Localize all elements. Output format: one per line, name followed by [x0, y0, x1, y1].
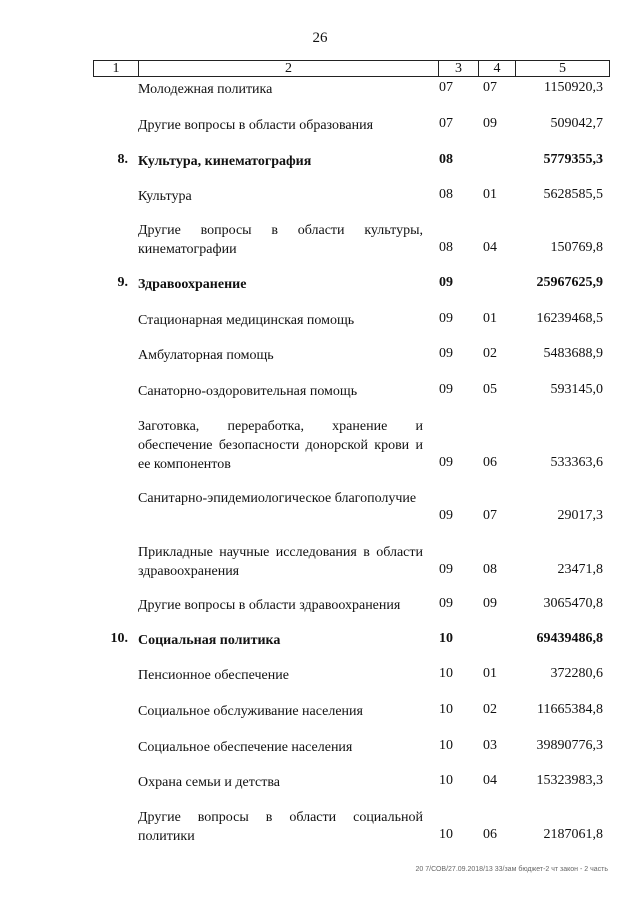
row-subsection-code: 04 [483, 773, 497, 788]
row-section-code: 10 [439, 827, 453, 842]
header-col-3: 3 [439, 61, 479, 76]
row-subsection-code: 06 [483, 827, 497, 842]
row-name: Другие вопросы в области образования [138, 118, 374, 133]
footer-stamp: 20 7/СОВ/27.09.2018/13 33/зам бюджет-2 чт закон - 2 часть [415, 866, 608, 873]
row-subsection-code: 06 [483, 455, 497, 470]
row-number: 10. [110, 631, 128, 646]
header-col-5: 5 [559, 61, 566, 76]
row-name: Прикладные научные исследования в области здравоохранения [138, 545, 423, 579]
row-section-code: 09 [439, 596, 453, 611]
page-number: 26 [312, 30, 328, 46]
row-amount: 2187061,8 [543, 827, 603, 842]
row-amount: 372280,6 [550, 666, 603, 681]
row-subsection-code: 01 [483, 187, 497, 202]
row-amount: 11665384,8 [537, 702, 603, 717]
row-section-code: 09 [439, 275, 453, 290]
row-amount: 15323983,3 [536, 773, 603, 788]
row-subsection-code: 02 [483, 702, 497, 717]
row-name: Другие вопросы в области культуры, кинематографии [138, 223, 423, 257]
table-header [93, 60, 610, 77]
row-amount: 29017,3 [557, 508, 603, 523]
row-section-code: 09 [439, 382, 453, 397]
row-section-code: 09 [439, 346, 453, 361]
row-name: Здравоохранение [138, 277, 247, 292]
row-amount: 23471,8 [557, 562, 603, 577]
row-subsection-code: 03 [483, 738, 497, 753]
row-section-code: 08 [439, 152, 453, 167]
row-section-code: 09 [439, 455, 453, 470]
row-name: Другие вопросы в области здравоохранения [138, 598, 401, 613]
row-amount: 5483688,9 [543, 346, 603, 361]
row-name: Санитарно-эпидемиологическое благополучие [138, 491, 417, 506]
row-section-code: 08 [439, 187, 453, 202]
row-section-code: 10 [439, 773, 453, 788]
row-name: Культура [138, 189, 192, 204]
row-subsection-code: 01 [483, 311, 497, 326]
row-name: Молодежная политика [138, 82, 273, 97]
row-section-code: 09 [439, 562, 453, 577]
row-subsection-code: 09 [483, 596, 497, 611]
row-section-code: 08 [439, 240, 453, 255]
row-amount: 150769,8 [550, 240, 603, 255]
row-name: Социальная политика [138, 633, 281, 648]
row-section-code: 10 [439, 631, 453, 646]
row-name: Культура, кинематография [138, 154, 312, 169]
row-amount: 509042,7 [550, 116, 603, 131]
row-name: Заготовка, переработка, хранение и обеспечение безопасности донорской крови и ее компонентов [138, 419, 423, 472]
row-name: Стационарная медицинская помощь [138, 313, 355, 328]
row-section-code: 10 [439, 738, 453, 753]
row-name: Другие вопросы в области социальной политики [138, 810, 423, 844]
row-name: Социальное обеспечение населения [138, 740, 353, 755]
row-name: Амбулаторная помощь [138, 348, 274, 363]
row-amount: 1150920,3 [544, 80, 603, 95]
row-amount: 5628585,5 [543, 187, 603, 202]
row-section-code: 07 [439, 80, 453, 95]
row-subsection-code: 09 [483, 116, 497, 131]
row-amount: 25967625,9 [536, 275, 603, 290]
row-subsection-code: 02 [483, 346, 497, 361]
row-amount: 16239468,5 [536, 311, 603, 326]
row-amount: 39890776,3 [536, 738, 603, 753]
row-section-code: 09 [439, 508, 453, 523]
row-section-code: 10 [439, 702, 453, 717]
row-amount: 533363,6 [550, 455, 603, 470]
row-name: Санаторно-оздоровительная помощь [138, 384, 358, 399]
row-subsection-code: 04 [483, 240, 497, 255]
row-subsection-code: 07 [483, 80, 497, 95]
row-subsection-code: 01 [483, 666, 497, 681]
row-amount: 3065470,8 [543, 596, 603, 611]
row-section-code: 07 [439, 116, 453, 131]
row-name: Социальное обслуживание населения [138, 704, 363, 719]
row-amount: 5779355,3 [543, 152, 603, 167]
header-col-1: 1 [94, 61, 139, 76]
row-number: 9. [117, 275, 128, 290]
row-subsection-code: 05 [483, 382, 497, 397]
row-amount: 69439486,8 [536, 631, 603, 646]
row-section-code: 10 [439, 666, 453, 681]
row-subsection-code: 08 [483, 562, 497, 577]
row-name: Пенсионное обеспечение [138, 668, 289, 683]
row-number: 8. [117, 152, 128, 167]
header-col-2: 2 [139, 61, 439, 76]
row-section-code: 09 [439, 311, 453, 326]
row-amount: 593145,0 [550, 382, 603, 397]
row-subsection-code: 07 [483, 508, 497, 523]
row-name: Охрана семьи и детства [138, 775, 280, 790]
header-col-4: 4 [479, 61, 516, 76]
